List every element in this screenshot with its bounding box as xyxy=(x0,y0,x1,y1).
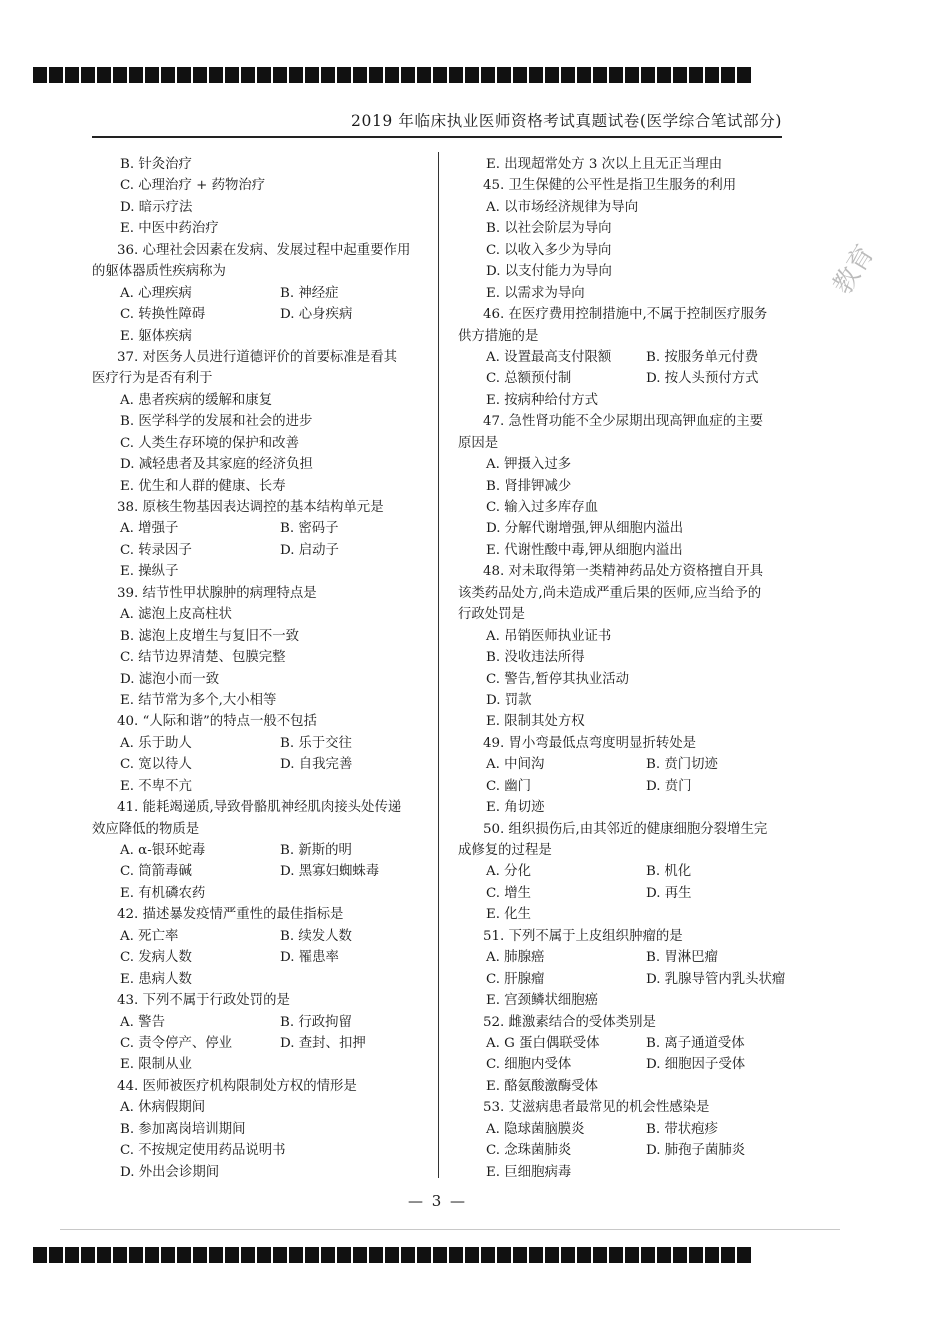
border-segment xyxy=(161,1247,175,1263)
option-text: E. 操纵子 xyxy=(120,564,179,580)
border-segment xyxy=(385,1247,399,1263)
option-pair xyxy=(92,540,437,561)
question-stem-continued: 的躯体器质性疾病称为 xyxy=(92,264,226,280)
border-segment xyxy=(593,67,607,83)
option-text: D. 外出会诊期间 xyxy=(120,1164,220,1180)
bottom-rule xyxy=(60,1229,840,1230)
border-segment xyxy=(513,67,527,83)
page-header-title: 2019 年临床执业医师资格考试真题试卷(医学综合笔试部分) xyxy=(351,112,782,130)
option-text: B. 以社会阶层为导向 xyxy=(486,221,612,237)
option-text: C. 肝腺瘤 xyxy=(486,971,545,987)
option-text: C. 警告,暂停其执业活动 xyxy=(486,671,630,687)
border-segment xyxy=(209,67,223,83)
option-pair xyxy=(92,733,437,754)
border-segment xyxy=(273,1247,287,1263)
option-text: E. 躯体疾病 xyxy=(120,328,192,344)
option-text: A. 钾摄入过多 xyxy=(486,457,572,473)
border-segment xyxy=(337,67,351,83)
border-segment xyxy=(449,67,463,83)
option-text: A. 乐于助人 xyxy=(120,735,192,751)
border-segment xyxy=(673,1247,687,1263)
border-segment xyxy=(321,1247,335,1263)
option-pair xyxy=(92,754,437,775)
border-segment xyxy=(81,67,95,83)
option-text: C. 筒箭毒碱 xyxy=(120,864,192,880)
border-segment xyxy=(417,1247,431,1263)
option-pair xyxy=(458,347,803,368)
border-segment xyxy=(337,1247,351,1263)
border-segment xyxy=(353,1247,367,1263)
border-segment xyxy=(145,1247,159,1263)
option-text: D. 罹患率 xyxy=(280,950,339,966)
border-segment xyxy=(97,67,111,83)
border-segment xyxy=(497,67,511,83)
option-text: C. 幽门 xyxy=(486,778,532,794)
border-segment xyxy=(305,1247,319,1263)
option-text: E. 酪氨酸激酶受体 xyxy=(486,1078,599,1094)
option-text: B. 针灸治疗 xyxy=(120,157,192,172)
border-segment xyxy=(369,67,383,83)
option-text: B. 按服务单元付费 xyxy=(646,349,759,365)
question-stem-continued: 成修复的过程是 xyxy=(458,843,552,858)
option-text: A. 分化 xyxy=(486,864,531,880)
border-segment xyxy=(129,1247,143,1263)
option-text: D. 心身疾病 xyxy=(280,307,353,323)
option-text: B. 续发人数 xyxy=(280,928,352,944)
question-stem-continued: 效应降低的物质是 xyxy=(92,821,200,837)
bottom-border-bar xyxy=(33,1247,761,1263)
border-segment xyxy=(49,1247,63,1263)
option-text: B. 密码子 xyxy=(280,521,339,537)
border-segment xyxy=(513,1247,527,1263)
question-stem: 38. 原核生物基因表达调控的基本结构单元是 xyxy=(117,500,384,515)
option-pair xyxy=(92,518,437,539)
option-pair xyxy=(92,947,437,968)
column-divider xyxy=(438,152,439,1178)
question-stem-continued: 供方措施的是 xyxy=(458,328,539,344)
border-segment xyxy=(721,67,735,83)
option-text: E. 限制从业 xyxy=(120,1057,192,1073)
border-segment xyxy=(289,67,303,83)
border-segment xyxy=(49,67,63,83)
border-segment xyxy=(33,67,47,83)
option-text: D. 乳腺导管内乳头状瘤 xyxy=(646,971,786,987)
option-text: C. 发病人数 xyxy=(120,950,192,966)
option-text: E. 限制其处方权 xyxy=(486,714,585,730)
border-segment xyxy=(161,67,175,83)
option-text: C. 转录因子 xyxy=(120,542,192,558)
question-stem: 43. 下列不属于行政处罚的是 xyxy=(117,993,290,1009)
option-text: E. 中医中药治疗 xyxy=(120,221,219,237)
border-segment xyxy=(625,67,639,83)
question-stem: 41. 能耗竭递质,导致骨骼肌神经肌肉接头处传递 xyxy=(117,800,402,816)
question-stem: 45. 卫生保健的公平性是指卫生服务的利用 xyxy=(483,178,737,194)
border-segment xyxy=(737,1247,751,1263)
option-text: A. 以市场经济规律为导向 xyxy=(486,199,639,215)
option-text: E. 优生和人群的健康、长寿 xyxy=(120,478,286,494)
option-text: D. 减轻患者及其家庭的经济负担 xyxy=(120,457,313,473)
option-pair xyxy=(92,861,437,882)
border-segment xyxy=(129,67,143,83)
option-text: C. 输入过多库存血 xyxy=(486,500,599,515)
option-text: D. 肺孢子菌肺炎 xyxy=(646,1143,746,1159)
option-text: B. 机化 xyxy=(646,864,692,880)
option-text: D. 按人头预付方式 xyxy=(646,371,759,387)
border-segment xyxy=(65,67,79,83)
option-text: D. 暗示疗法 xyxy=(120,199,193,215)
option-text: B. 乐于交往 xyxy=(280,735,352,751)
question-stem: 49. 胃小弯最低点弯度明显折转处是 xyxy=(483,735,697,751)
option-text: A. 隐球菌脑膜炎 xyxy=(486,1121,585,1137)
option-text: C. 不按规定使用药品说明书 xyxy=(120,1143,286,1159)
question-stem-continued: 原因是 xyxy=(458,435,499,451)
option-text: D. 黑寡妇蜘蛛毒 xyxy=(280,864,380,880)
border-segment xyxy=(81,1247,95,1263)
option-pair xyxy=(458,1119,803,1140)
option-text: E. 出现超常处方 3 次以上且无正当理由 xyxy=(486,157,723,172)
option-text: A. 警告 xyxy=(120,1014,165,1030)
border-segment xyxy=(145,67,159,83)
border-segment xyxy=(705,67,719,83)
question-stem: 50. 组织损伤后,由其邻近的健康细胞分裂增生完 xyxy=(483,821,768,837)
option-text: A. α-银环蛇毒 xyxy=(120,843,206,858)
header-rule xyxy=(92,136,782,138)
border-segment xyxy=(497,1247,511,1263)
option-pair xyxy=(92,1012,437,1033)
border-segment xyxy=(449,1247,463,1263)
border-segment xyxy=(577,67,591,83)
page-number: — 3 — xyxy=(407,1192,468,1210)
option-pair xyxy=(458,883,803,904)
left-column xyxy=(92,154,437,1183)
watermark: 教育 xyxy=(827,239,881,300)
option-text: B. 肾排钾减少 xyxy=(486,478,572,494)
border-segment xyxy=(673,67,687,83)
border-segment xyxy=(737,67,751,83)
border-segment xyxy=(545,67,559,83)
option-text: A. 滤泡上皮高柱状 xyxy=(120,607,232,623)
option-text: B. 神经症 xyxy=(280,285,339,301)
border-segment xyxy=(209,1247,223,1263)
option-text: D. 贲门 xyxy=(646,778,692,794)
option-pair xyxy=(458,969,803,990)
option-text: E. 宫颈鳞状细胞癌 xyxy=(486,993,599,1009)
option-text: E. 巨细胞病毒 xyxy=(486,1164,572,1180)
border-segment xyxy=(321,67,335,83)
option-pair xyxy=(92,304,437,325)
border-segment xyxy=(529,1247,543,1263)
border-segment xyxy=(385,67,399,83)
option-pair xyxy=(92,926,437,947)
border-segment xyxy=(641,67,655,83)
option-text: D. 罚款 xyxy=(486,692,532,708)
border-segment xyxy=(465,67,479,83)
border-segment xyxy=(177,1247,191,1263)
border-segment xyxy=(689,67,703,83)
right-column xyxy=(458,154,803,1183)
question-stem: 53. 艾滋病患者最常见的机会性感染是 xyxy=(483,1100,710,1116)
border-segment xyxy=(545,1247,559,1263)
option-text: B. 胃淋巴瘤 xyxy=(646,950,718,966)
border-segment xyxy=(657,67,671,83)
option-text: A. 肺腺癌 xyxy=(486,950,545,966)
option-text: B. 医学科学的发展和社会的进步 xyxy=(120,414,313,430)
option-text: E. 化生 xyxy=(486,907,532,923)
border-segment xyxy=(609,1247,623,1263)
option-text: B. 参加离岗培训期间 xyxy=(120,1121,246,1137)
question-stem: 40. “人际和谐”的特点一般不包括 xyxy=(117,714,317,730)
border-segment xyxy=(369,1247,383,1263)
question-stem: 51. 下列不属于上皮组织肿瘤的是 xyxy=(483,928,683,944)
option-text: E. 结节常为多个,大小相等 xyxy=(120,692,277,708)
border-segment xyxy=(577,1247,591,1263)
question-stem: 36. 心理社会因素在发病、发展过程中起重要作用 xyxy=(117,242,411,258)
option-pair xyxy=(458,754,803,775)
option-text: C. 人类生存环境的保护和改善 xyxy=(120,435,299,451)
question-stem-continued: 行政处罚是 xyxy=(458,607,525,623)
question-stem: 44. 医师被医疗机构限制处方权的情形是 xyxy=(117,1078,357,1094)
border-segment xyxy=(689,1247,703,1263)
question-stem: 39. 结节性甲状腺肿的病理特点是 xyxy=(117,585,317,601)
option-text: C. 细胞内受体 xyxy=(486,1057,572,1073)
border-segment xyxy=(433,1247,447,1263)
border-segment xyxy=(625,1247,639,1263)
option-pair xyxy=(92,1033,437,1054)
question-stem-continued: 医疗行为是否有利于 xyxy=(92,371,213,387)
option-pair xyxy=(92,840,437,861)
option-text: D. 自我完善 xyxy=(280,757,353,773)
border-segment xyxy=(225,1247,239,1263)
border-segment xyxy=(481,67,495,83)
border-segment xyxy=(561,1247,575,1263)
option-text: C. 以收入多少为导向 xyxy=(486,242,612,258)
option-text: D. 滤泡小而一致 xyxy=(120,671,220,687)
border-segment xyxy=(65,1247,79,1263)
option-text: A. G 蛋白偶联受体 xyxy=(486,1035,600,1051)
option-text: D. 以支付能力为导向 xyxy=(486,264,612,280)
option-pair xyxy=(458,1054,803,1075)
option-text: C. 总额预付制 xyxy=(486,371,572,387)
option-text: D. 启动子 xyxy=(280,542,339,558)
option-text: A. 死亡率 xyxy=(120,928,179,944)
option-text: E. 有机磷农药 xyxy=(120,885,206,901)
option-text: D. 分解代谢增强,钾从细胞内溢出 xyxy=(486,521,684,537)
option-text: A. 增强子 xyxy=(120,521,179,537)
option-text: C. 增生 xyxy=(486,885,532,901)
border-segment xyxy=(177,67,191,83)
border-segment xyxy=(193,1247,207,1263)
option-text: B. 带状疱疹 xyxy=(646,1121,718,1137)
border-segment xyxy=(641,1247,655,1263)
question-stem-continued: 该类药品处方,尚未造成严重后果的医师,应当给予的 xyxy=(458,585,762,601)
top-border-bar xyxy=(33,67,761,83)
border-segment xyxy=(401,67,415,83)
option-text: A. 患者疾病的缓解和康复 xyxy=(120,392,273,408)
border-segment xyxy=(225,67,239,83)
border-segment xyxy=(465,1247,479,1263)
option-text: D. 细胞因子受体 xyxy=(646,1057,746,1073)
option-text: C. 心理治疗 + 药物治疗 xyxy=(120,178,266,194)
border-segment xyxy=(241,67,255,83)
option-pair xyxy=(458,1140,803,1161)
option-text: E. 角切迹 xyxy=(486,800,545,816)
option-text: A. 心理疾病 xyxy=(120,285,192,301)
question-stem: 37. 对医务人员进行道德评价的首要标准是看其 xyxy=(117,349,397,365)
option-text: E. 按病种给付方式 xyxy=(486,392,599,408)
option-text: B. 行政拘留 xyxy=(280,1014,352,1030)
option-text: D. 再生 xyxy=(646,885,692,901)
option-pair xyxy=(458,1033,803,1054)
option-text: A. 休病假期间 xyxy=(120,1100,206,1116)
option-text: B. 滤泡上皮增生与复旧不一致 xyxy=(120,628,300,644)
border-segment xyxy=(289,1247,303,1263)
border-segment xyxy=(529,67,543,83)
option-text: C. 责令停产、停业 xyxy=(120,1035,233,1051)
border-segment xyxy=(257,1247,271,1263)
border-segment xyxy=(593,1247,607,1263)
question-stem: 46. 在医疗费用控制措施中,不属于控制医疗服务 xyxy=(483,307,768,323)
option-text: E. 不卑不亢 xyxy=(120,778,192,794)
option-pair xyxy=(458,776,803,797)
option-text: C. 结节边界清楚、包膜完整 xyxy=(120,650,286,666)
option-pair xyxy=(458,368,803,389)
option-text: A. 中间沟 xyxy=(486,757,545,773)
border-segment xyxy=(193,67,207,83)
question-stem: 42. 描述暴发疫情严重性的最佳指标是 xyxy=(117,907,344,923)
border-segment xyxy=(721,1247,735,1263)
border-segment xyxy=(433,67,447,83)
border-segment xyxy=(33,1247,47,1263)
option-text: B. 贲门切迹 xyxy=(646,757,718,773)
border-segment xyxy=(657,1247,671,1263)
question-stem: 52. 雌激素结合的受体类别是 xyxy=(483,1014,656,1030)
border-segment xyxy=(353,67,367,83)
border-segment xyxy=(305,67,319,83)
border-segment xyxy=(561,67,575,83)
option-text: A. 设置最高支付限额 xyxy=(486,349,612,365)
option-text: B. 离子通道受体 xyxy=(646,1035,745,1051)
border-segment xyxy=(257,67,271,83)
option-text: C. 宽以待人 xyxy=(120,757,192,773)
border-segment xyxy=(609,67,623,83)
border-segment xyxy=(113,67,127,83)
option-text: E. 代谢性酸中毒,钾从细胞内溢出 xyxy=(486,542,683,558)
border-segment xyxy=(417,67,431,83)
question-stem: 48. 对未取得第一类精神药品处方资格擅自开具 xyxy=(483,564,763,580)
option-text: E. 以需求为导向 xyxy=(486,285,585,301)
border-segment xyxy=(113,1247,127,1263)
border-segment xyxy=(401,1247,415,1263)
option-text: D. 查封、扣押 xyxy=(280,1035,366,1051)
option-text: A. 吊销医师执业证书 xyxy=(486,628,612,644)
border-segment xyxy=(241,1247,255,1263)
option-text: B. 没收违法所得 xyxy=(486,650,585,666)
option-text: E. 患病人数 xyxy=(120,971,192,987)
border-segment xyxy=(705,1247,719,1263)
border-segment xyxy=(97,1247,111,1263)
option-text: C. 转换性障碍 xyxy=(120,307,206,323)
option-text: C. 念珠菌肺炎 xyxy=(486,1143,572,1159)
option-pair xyxy=(92,283,437,304)
option-pair xyxy=(458,947,803,968)
option-pair xyxy=(458,861,803,882)
border-segment xyxy=(481,1247,495,1263)
question-stem: 47. 急性肾功能不全少尿期出现高钾血症的主要 xyxy=(483,414,763,430)
option-text: B. 新斯的明 xyxy=(280,843,352,858)
border-segment xyxy=(273,67,287,83)
